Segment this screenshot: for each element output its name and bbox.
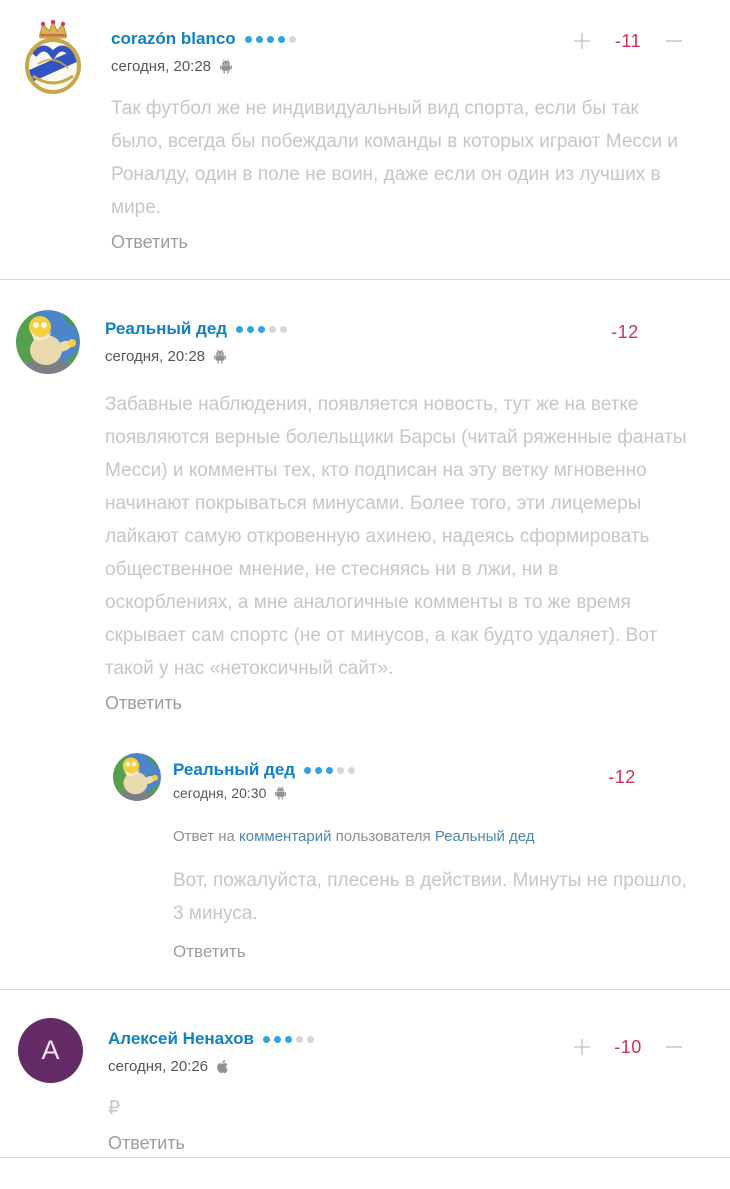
rating-score: -10	[614, 1036, 642, 1057]
rating-score: -11	[614, 30, 642, 51]
comment-rating	[602, 322, 648, 343]
comment-rating	[599, 767, 645, 788]
downvote-button[interactable]	[663, 1036, 685, 1058]
downvote-button[interactable]	[663, 30, 685, 52]
android-icon	[274, 786, 287, 800]
username-link[interactable]: Алексей Ненахов	[108, 1029, 254, 1048]
username-link[interactable]: Реальный дед	[173, 760, 296, 779]
upvote-button[interactable]	[571, 30, 593, 52]
android-icon	[213, 349, 227, 364]
comment-date: сегодня, 20:30	[173, 785, 267, 801]
letter-avatar[interactable]	[18, 1018, 83, 1083]
rating-score: -12	[608, 767, 636, 787]
comment-rating	[571, 1036, 685, 1058]
user-rating-dots	[304, 767, 355, 774]
user-rating-dots	[245, 36, 296, 43]
reply-to-prefix: Ответ на	[173, 828, 240, 845]
nested-comment	[113, 753, 690, 962]
reply-button[interactable]: Ответить	[105, 693, 182, 713]
avatar-letter-text: А	[41, 1035, 60, 1065]
comment-date: сегодня, 20:28	[111, 57, 212, 75]
comment-text: ₽	[108, 1098, 121, 1119]
comment	[0, 990, 730, 1155]
divider	[0, 1157, 730, 1158]
real-madrid-crest-avatar[interactable]	[20, 18, 86, 96]
upvote-button[interactable]	[571, 1036, 593, 1058]
android-icon	[219, 59, 233, 74]
rating-score: -12	[611, 322, 639, 342]
comment-date: сегодня, 20:28	[105, 347, 206, 365]
user-avatar[interactable]	[16, 310, 80, 374]
comment-rating	[571, 30, 685, 52]
user-rating-dots	[236, 326, 287, 333]
username-link[interactable]: Реальный дед	[105, 319, 228, 338]
user-avatar[interactable]	[113, 753, 161, 801]
reply-to-line	[173, 828, 690, 848]
username-link[interactable]: corazón blanco	[111, 29, 236, 48]
comment-text: Вот, пожалуйста, плесень в действии. Минуты не прошло, 3 минуса.	[173, 870, 687, 924]
parent-user-link[interactable]: Реальный дед	[434, 828, 535, 845]
comment-date: сегодня, 20:26	[108, 1057, 209, 1075]
reply-to-middle: пользователя	[331, 828, 435, 845]
parent-comment-link[interactable]: комментарий	[239, 828, 332, 845]
user-rating-dots	[263, 1036, 314, 1043]
reply-button[interactable]: Ответить	[111, 232, 188, 252]
reply-button[interactable]: Ответить	[173, 942, 246, 961]
reply-button[interactable]: Ответить	[108, 1133, 185, 1153]
apple-icon	[216, 1060, 229, 1073]
comment	[0, 280, 730, 962]
comment-text: Так футбол же не индивидуальный вид спорта, если бы так было, всегда бы побеждали команды в которых играют Месси и Роналду, один в поле не воин, даже если он один из лучших в мире.	[111, 98, 678, 218]
comment-text: Забавные наблюдения, появляется новость, тут же на ветке появляются верные болельщики Барсы (читай ряженные фанаты Месси) и комменты тех, кто подписан на эту ветку мгновенно начинают покрываться минусами. Более того, эти лицемеры лайкают самую откровенную ахинею, надеясь сформировать общественное мнение, не стесняясь ни в лжи, ни в оскорблениях, а мне аналогичные комменты в то же время скрывает сам спортс (не от минусов, а как будто удаляет). Вот такой у нас «нетоксичный сайт».	[105, 394, 687, 679]
comment	[0, 0, 730, 254]
